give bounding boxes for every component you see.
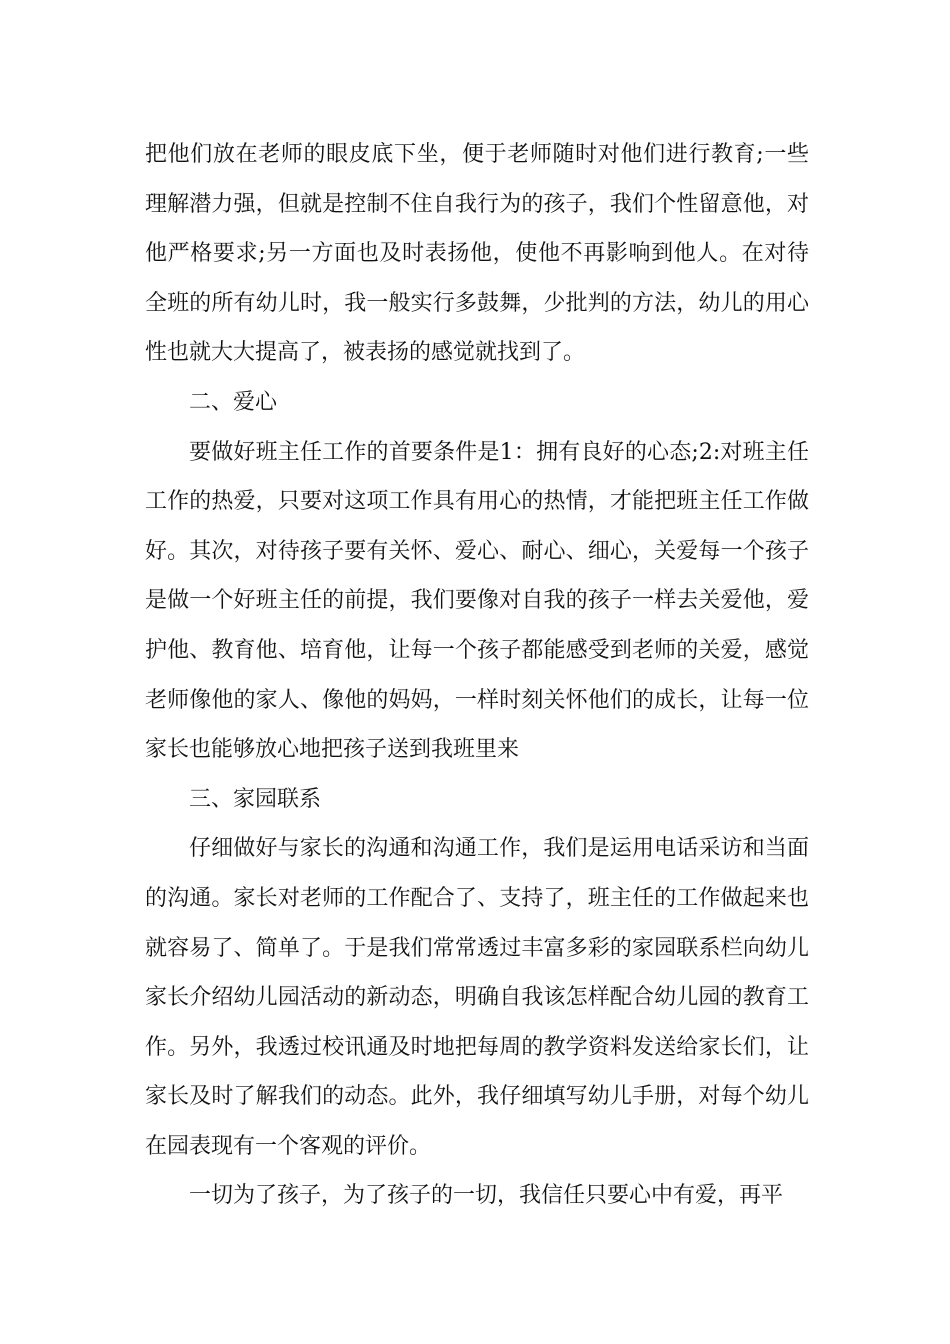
paragraph-closing: 一切为了孩子，为了孩子的一切，我信任只要心中有爱，再平 <box>189 1183 784 1209</box>
section-heading-love: 二、爱心 <box>189 389 278 415</box>
paragraph-home-school: 仔细做好与家长的沟通和沟通工作，我们是运用电话采访和当面的沟通。家长对老师的工作配合了、支持了，班主任的工作做起来也就容易了、简单了。于是我们常常透过丰富多彩的家园联系栏向幼儿家长介绍幼儿园活动的新动态，明确自我该怎样配合幼儿园的教育工作。另外，我透过校讯通及时地把每周的教学资料发送给家长们，让家长及时了解我们的动态。此外，我仔细填写幼儿手册，对每个幼儿在园表现有一个客观的评价。 <box>145 836 809 1159</box>
paragraph-love: 要做好班主任工作的首要条件是1：拥有良好的心态;2:对班主任工作的热爱，只要对这项工作具有用心的热情，才能把班主任工作做好。其次，对待孩子要有关怀、爱心、耐心、细心，关爱每一个孩子是做一个好班主任的前提，我们要像对自我的孩子一样去关爱他，爱护他、教育他、培育他，让每一个孩子都能感受到老师的关爱，感觉老师像他的家人、像他的妈妈，一样时刻关怀他们的成长，让每一位家长也能够放心地把孩子送到我班里来 <box>145 439 809 763</box>
document-body <box>145 130 809 1221</box>
paragraph-continuation: 把他们放在老师的眼皮底下坐，便于老师随时对他们进行教育;一些理解潜力强，但就是控制不住自我行为的孩子，我们个性留意他，对他严格要求;另一方面也及时表扬他，使他不再影响到他人。在对待全班的所有幼儿时，我一般实行多鼓舞，少批判的方法，幼儿的用心性也就大大提高了，被表扬的感觉就找到了。 <box>145 142 809 366</box>
section-heading-home-school: 三、家园联系 <box>189 786 322 812</box>
